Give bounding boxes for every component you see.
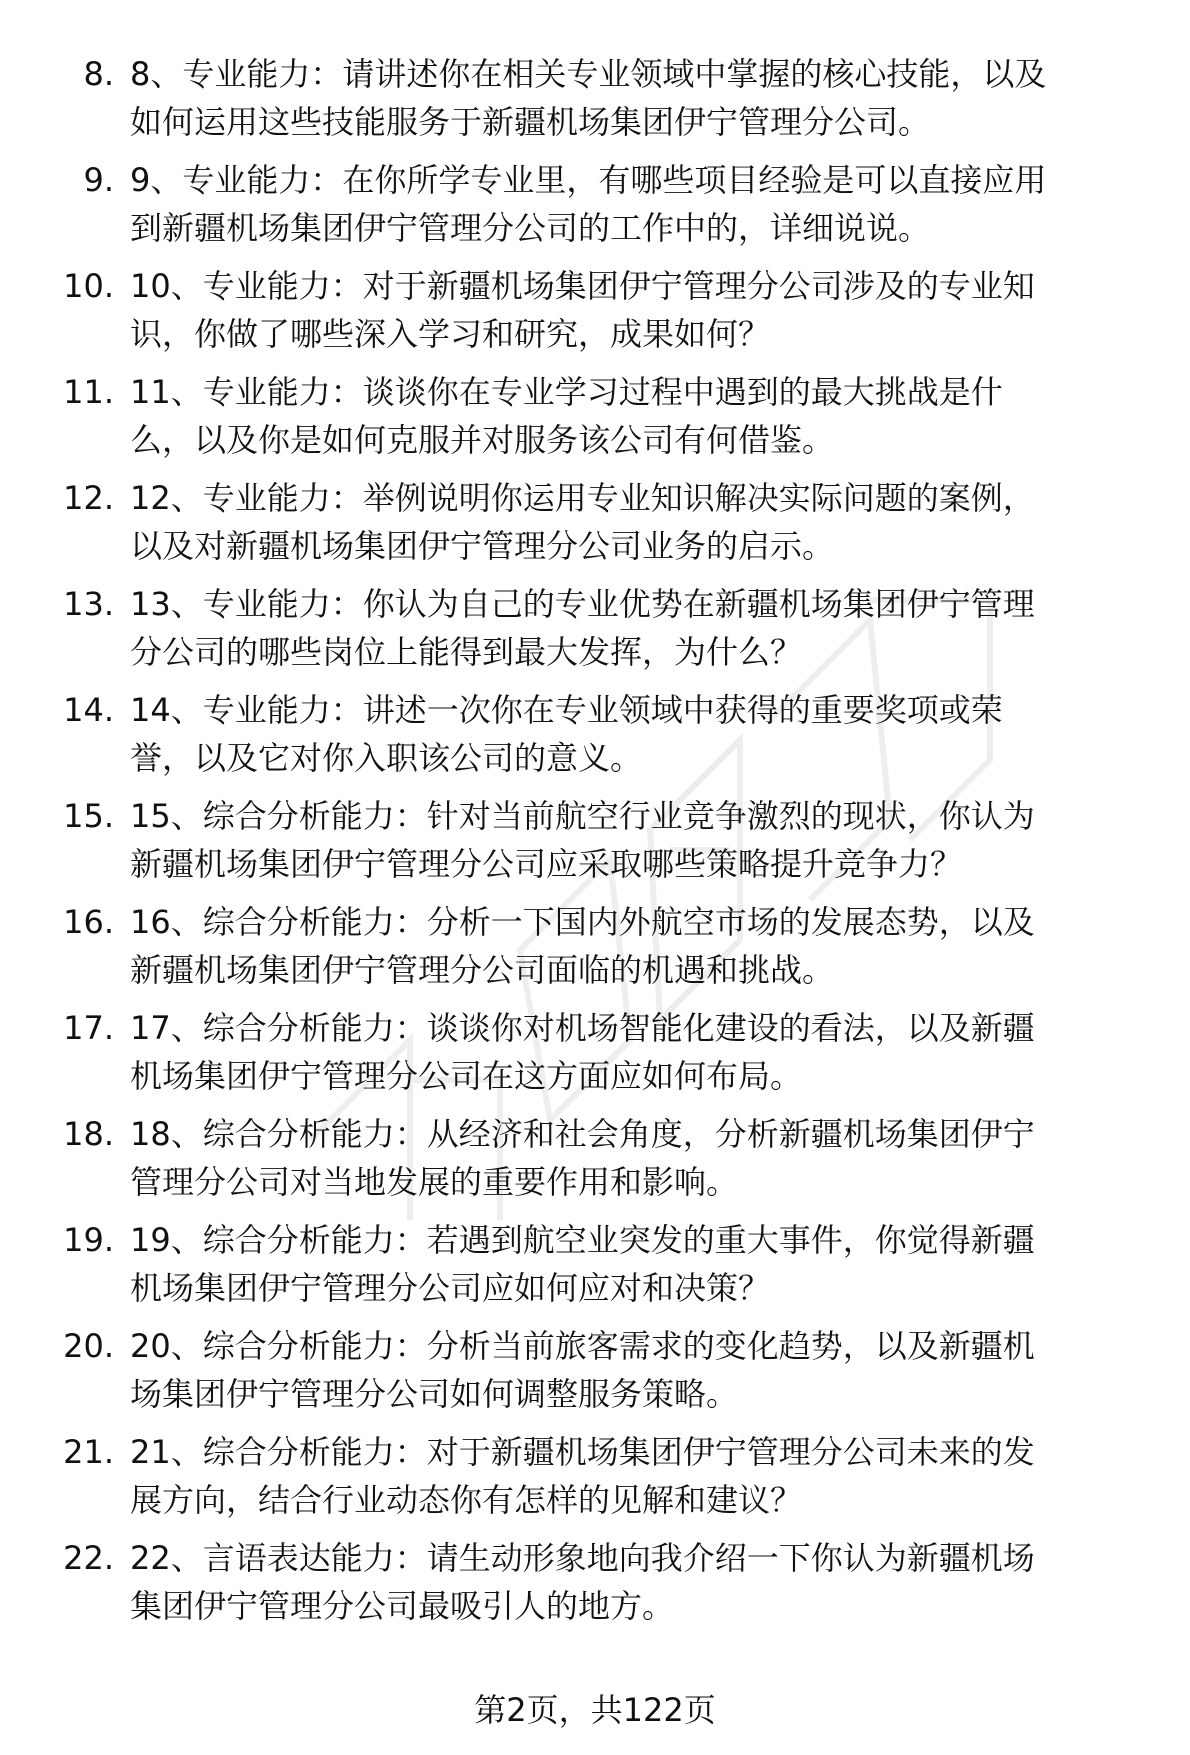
question-number: 21. [63,1433,114,1471]
question-number: 16. [63,903,114,941]
question-number: 15. [63,797,114,835]
question-number: 22. [63,1539,114,1577]
question-number: 20. [63,1327,114,1365]
question-text [130,898,1158,994]
question-line: 14、专业能力：讲述一次你在专业领域中获得的重要奖项或荣 [130,691,1003,729]
question-list [0,50,1190,1640]
question-item [0,474,1190,580]
question-line: 13、专业能力：你认为自己的专业优势在新疆机场集团伊宁管理 [130,585,1035,623]
question-number: 12. [63,479,114,517]
question-line: 到新疆机场集团伊宁管理分公司的工作中的，详细说说。 [130,209,931,247]
question-line: 9、专业能力：在你所学专业里，有哪些项目经验是可以直接应用 [130,161,1047,199]
question-line: 18、综合分析能力：从经济和社会角度，分析新疆机场集团伊宁 [130,1115,1035,1153]
question-line: 15、综合分析能力：针对当前航空行业竞争激烈的现状，你认为 [130,797,1035,835]
question-text [130,686,1158,782]
question-line: 新疆机场集团伊宁管理分公司应采取哪些策略提升竞争力？ [130,845,963,883]
question-number: 17. [63,1009,114,1047]
question-item [0,1428,1190,1534]
question-text [130,1322,1158,1418]
question-number: 14. [63,691,114,729]
question-line: 集团伊宁管理分公司最吸引人的地方。 [130,1587,675,1625]
question-line: 16、综合分析能力：分析一下国内外航空市场的发展态势，以及 [130,903,1035,941]
question-text [130,474,1158,570]
question-item [0,686,1190,792]
question-line: 22、言语表达能力：请生动形象地向我介绍一下你认为新疆机场 [130,1539,1035,1577]
question-text [130,368,1158,464]
question-line: 10、专业能力：对于新疆机场集团伊宁管理分公司涉及的专业知 [130,267,1035,305]
question-number: 13. [63,585,114,623]
question-line: 场集团伊宁管理分公司如何调整服务策略。 [130,1375,739,1413]
question-text [130,580,1158,676]
question-line: 17、综合分析能力：谈谈你对机场智能化建设的看法，以及新疆 [130,1009,1035,1047]
question-text [130,262,1158,358]
question-item [0,1110,1190,1216]
question-line: 8、专业能力：请讲述你在相关专业领域中掌握的核心技能，以及 [130,55,1047,93]
question-line: 19、综合分析能力：若遇到航空业突发的重大事件，你觉得新疆 [130,1221,1035,1259]
question-line: 分公司的哪些岗位上能得到最大发挥，为什么？ [130,633,803,671]
question-item [0,1216,1190,1322]
question-text [130,1428,1158,1524]
question-line: 机场集团伊宁管理分公司应如何应对和决策？ [130,1269,771,1307]
question-line: 21、综合分析能力：对于新疆机场集团伊宁管理分公司未来的发 [130,1433,1035,1471]
question-line: 展方向，结合行业动态你有怎样的见解和建议？ [130,1481,803,1519]
question-number: 19. [63,1221,114,1259]
question-line: 20、综合分析能力：分析当前旅客需求的变化趋势，以及新疆机 [130,1327,1035,1365]
question-line: 12、专业能力：举例说明你运用专业知识解决实际问题的案例， [130,479,1035,517]
question-item [0,262,1190,368]
question-line: 新疆机场集团伊宁管理分公司面临的机遇和挑战。 [130,951,835,989]
question-line: 管理分公司对当地发展的重要作用和影响。 [130,1163,739,1201]
question-line: 如何运用这些技能服务于新疆机场集团伊宁管理分公司。 [130,103,931,141]
question-number: 10. [63,267,114,305]
question-number: 8. [83,55,114,93]
question-line: 11、专业能力：谈谈你在专业学习过程中遇到的最大挑战是什 [130,373,1003,411]
question-text [130,50,1158,146]
question-item [0,1534,1190,1640]
question-text [130,156,1158,252]
question-item [0,50,1190,156]
question-line: 誉，以及它对你入职该公司的意义。 [130,739,643,777]
question-text [130,1110,1158,1206]
question-number: 9. [83,161,114,199]
question-item [0,368,1190,474]
question-text [130,792,1158,888]
question-text [130,1534,1158,1630]
question-item [0,1322,1190,1428]
question-number: 18. [63,1115,114,1153]
question-line: 以及对新疆机场集团伊宁管理分公司业务的启示。 [130,527,835,565]
question-item [0,898,1190,1004]
question-line: 机场集团伊宁管理分公司在这方面应如何布局。 [130,1057,803,1095]
question-item [0,1004,1190,1110]
question-item [0,580,1190,686]
question-item [0,156,1190,262]
question-line: 识，你做了哪些深入学习和研究，成果如何？ [130,315,771,353]
question-line: 么，以及你是如何克服并对服务该公司有何借鉴。 [130,421,835,459]
question-text [130,1004,1158,1100]
page-footer: 第2页，共122页 [474,1691,716,1729]
question-number: 11. [63,373,114,411]
question-text [130,1216,1158,1312]
question-item [0,792,1190,898]
